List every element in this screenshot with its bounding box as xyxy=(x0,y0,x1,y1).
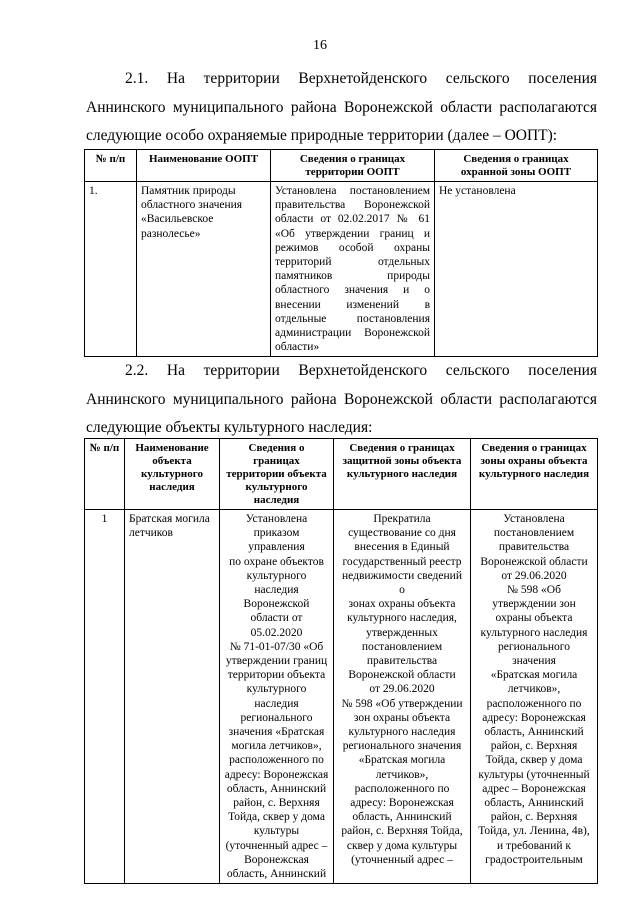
cell-line: культурного наследия xyxy=(348,726,456,739)
cell-name xyxy=(137,182,271,357)
cell-line: постановлением xyxy=(361,640,443,653)
cell-line: правительства xyxy=(366,655,438,668)
cell-line: район, с. Верхняя Тойда, xyxy=(341,825,463,838)
cell-line: № 71-01-07/30 «Об xyxy=(229,640,324,653)
cell-name: Братская могила летчиков xyxy=(125,510,220,884)
cell-line: наследия xyxy=(254,697,299,710)
cell-line: разнолесье» xyxy=(141,227,201,240)
cell-line: № 598 «Об утверждении xyxy=(341,697,463,710)
cell-protection-zone xyxy=(471,510,598,884)
cell-line: зон охраны объекта xyxy=(353,711,451,724)
oopt-table xyxy=(84,149,598,357)
table-header-row xyxy=(85,150,598,182)
cell-line: и требований к xyxy=(497,839,571,852)
heritage-table xyxy=(84,438,598,884)
cell-boundaries: Установлена постановлением правительства Воронежской области от 02.02.2017 № 61 «Об утверждении границ и режимов особой охраны территорий отдельных памятников природы областного значения и о внесении изменений в отдельные постановления администрации Воронежской области» xyxy=(271,182,435,357)
cell-line: от 29.06.2020 xyxy=(501,569,567,582)
cell-line: государственный реестр xyxy=(342,555,462,568)
cell-line: утверждении зон xyxy=(492,598,576,611)
cell-line: культурного наследия xyxy=(480,626,588,639)
cell-line: приказом управления xyxy=(248,527,305,554)
cell-territory xyxy=(220,510,334,884)
section-2-2-intro: 2.2. На территории Верхнетойденского сельского поселения Аннинского муниципального района Воронежской области располагаются следующие объекты культурного наследия: xyxy=(86,362,597,436)
cell-line: адресу: Воронежская xyxy=(350,797,454,810)
cell-line: значения «Братская xyxy=(228,726,325,739)
cell-line: область, Аннинский xyxy=(226,868,327,881)
cell-line: район, с. Верхняя xyxy=(233,797,320,810)
cell-line: сквер у дома культуры xyxy=(346,839,458,852)
cell-line: недвижимости сведений о xyxy=(342,569,462,597)
cell-line: охраны объекта xyxy=(495,612,573,625)
cell-line: внесения в Единый xyxy=(354,541,450,554)
cell-line: летчиков», xyxy=(507,683,561,696)
cell-line: территории объекта xyxy=(227,669,326,682)
cell-line: расположенного по xyxy=(486,697,582,710)
cell-line: расположенного по xyxy=(229,754,324,767)
cell-line: Воронежской xyxy=(243,598,310,611)
cell-line: культуры xyxy=(253,825,300,838)
cell-line: культурного xyxy=(246,683,307,696)
cell-line: летчиков», xyxy=(375,768,429,781)
cell-line: Установлена xyxy=(503,513,565,525)
col-header-name: Наименование ООПТ xyxy=(137,150,271,182)
cell-line: постановлением xyxy=(493,527,575,540)
cell-line: «Васильевское xyxy=(141,213,214,226)
col-header-territory: Сведения о границах территории объекта культурного наследия xyxy=(220,439,334,510)
col-header-name: Наименование объекта культурного наследия xyxy=(125,439,220,510)
cell-line: регионального xyxy=(240,711,313,724)
cell-line: регионального значения xyxy=(498,640,570,668)
cell-line: адресу: Воронежская xyxy=(224,768,329,781)
table-row xyxy=(85,182,598,357)
cell-line: Воронежской области xyxy=(480,555,588,568)
cell-line: «Братская могила xyxy=(490,669,578,682)
cell-line: регионального значения xyxy=(342,740,462,753)
cell-line: наследия xyxy=(254,584,299,597)
cell-line: градостроительным xyxy=(485,853,583,866)
cell-line: район, с. Верхняя xyxy=(490,811,578,824)
section-2-1-intro: 2.1. На территории Верхнетойденского сельского поселения Аннинского муниципального района Воронежской области располагаются следующие особо охраняемые природные территории (далее – ООПТ): xyxy=(86,70,597,144)
cell-num: 1. xyxy=(85,182,137,357)
col-header-boundaries: Сведения о границах территории ООПТ xyxy=(271,150,435,182)
cell-line: адрес – Воронежская xyxy=(482,782,586,795)
cell-line: от 29.06.2020 xyxy=(369,683,435,696)
cell-line: областного значения xyxy=(141,199,243,212)
cell-line: район, с. Верхняя xyxy=(490,740,578,753)
table-header-row xyxy=(85,439,598,510)
cell-line: область, Аннинский xyxy=(226,782,327,795)
cell-line: культурного наследия, xyxy=(347,612,457,625)
cell-line: Тойда, сквер у дома xyxy=(228,811,325,824)
col-header-num: № п/п xyxy=(85,150,137,182)
cell-num: 1 xyxy=(85,510,125,884)
cell-line: по охране объектов xyxy=(229,555,324,568)
cell-line: могила летчиков», xyxy=(231,740,322,753)
cell-line: № 598 «Об xyxy=(507,584,561,597)
cell-line: (уточненный адрес – xyxy=(351,853,453,866)
cell-line: Тойда, ул. Ленина, 4в), xyxy=(478,825,590,838)
cell-line: расположенного по xyxy=(354,782,450,795)
cell-line: Воронежская xyxy=(244,853,309,866)
cell-line: (уточненный адрес – xyxy=(225,839,328,852)
page-number: 16 xyxy=(313,38,327,53)
cell-line: адресу: Воронежская xyxy=(482,711,586,724)
cell-line: утверждении границ xyxy=(225,655,328,668)
cell-line: существование со дня xyxy=(348,527,456,540)
cell-line: культурного xyxy=(246,569,307,582)
cell-line: зонах охраны объекта xyxy=(348,598,456,611)
cell-line: культуры (уточненный xyxy=(478,768,590,781)
cell-line: области от 05.02.2020 xyxy=(250,612,303,639)
col-header-num: № п/п xyxy=(85,439,125,510)
col-header-protection-zone: Сведения о границах зоны охраны объекта культурного наследия xyxy=(471,439,598,510)
cell-protective-zone xyxy=(334,510,471,884)
cell-line: Воронежской области xyxy=(348,669,456,682)
cell-line: правительства xyxy=(498,541,570,554)
cell-line: «Братская могила xyxy=(358,754,446,767)
cell-line: Установлена xyxy=(245,513,308,525)
cell-protected-zone: Не установлена xyxy=(435,182,598,357)
cell-line: область, Аннинский xyxy=(484,797,584,810)
col-header-protective-zone: Сведения о границах защитной зоны объекта культурного наследия xyxy=(334,439,471,510)
col-header-protected-zone: Сведения о границах охранной зоны ООПТ xyxy=(435,150,598,182)
cell-line: утвержденных xyxy=(366,626,438,639)
cell-line: Памятник природы xyxy=(141,185,236,197)
cell-line: область, Аннинский xyxy=(352,811,452,824)
cell-line: Тойда, сквер у дома xyxy=(485,754,583,767)
cell-line: область, Аннинский xyxy=(484,726,584,739)
table-row xyxy=(85,510,598,884)
cell-line: Прекратила xyxy=(373,513,431,525)
